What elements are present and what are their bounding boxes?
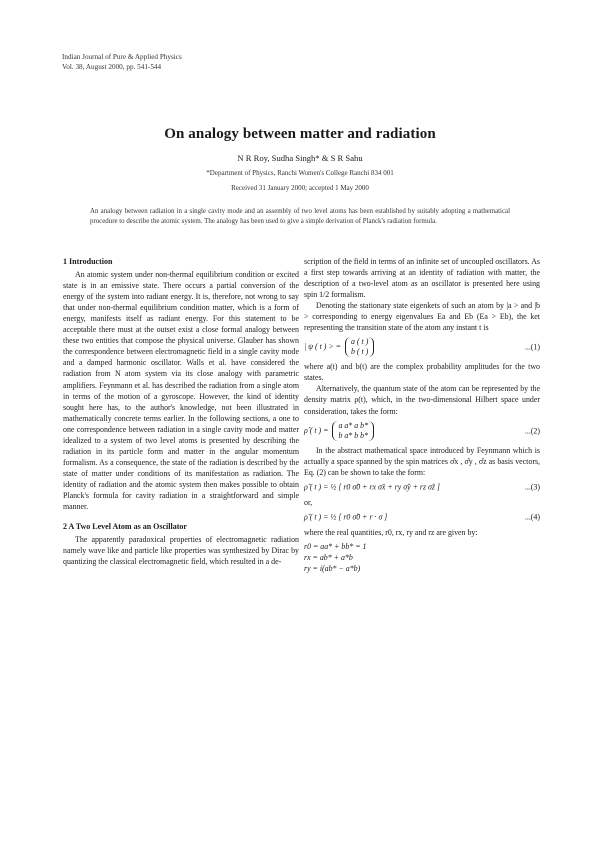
eq3-number: ...(3): [524, 482, 540, 492]
eq1-row1: a ( t ): [351, 337, 369, 347]
eq2-matrix: [332, 421, 374, 441]
eq4-body: ρ̂ ( t ) = ½ [ r0 σ̂0 + r · σ ]: [304, 512, 388, 522]
definitions: [304, 541, 540, 574]
eq3-body: ρ̂ ( t ) = ½ [ r0 σ̂0 + rx σ̂x + ry σ̂y + rz σ̂z ]: [304, 482, 440, 492]
paragraph-real-quantities: where the real quantities, r0, rx, ry and rz are given by:: [304, 527, 478, 537]
journal-header: [62, 52, 182, 72]
definition-r0: r0 = aa* + bb* = 1: [304, 541, 367, 551]
eq2-row2: b a* b b*: [338, 430, 369, 440]
eq1-row2: b ( t ): [351, 347, 369, 357]
introduction-paragraph: An atomic system under non-thermal equilibrium condition or excited state is in an emissive state. There occurs a partial conversion of the energy of the system into radiant energy. It is, therefore, not wrong to say that under non-thermal equilibrium condition matter, which is a form of energy, manifests itself as radiant energy. For this statement to be acceptable there must at the outset exist a close formal analogy between these two entities that compose the physical universe. Glauber has shown the correspondence between electromagnetic field in a single cavity mode and a damped harmonic oscillator. Walls et al. have considered the radiation from N atom system via its close analogy with parametric amplifiers. Feynmann et al. has described the radiation from a single atom in terms of the motion of a gyroscope. However, the kind of identity sought here has, to the author's knowledge, not been illustrated in mathematically concrete terms earlier. In the following sections, a one to one correspondence between radiation in a single cavity mode and matter idealized to a system of two level atoms is presented by describing the radiation in its particle form and matter in the angular momentum formalism. As a consequence, the state of the radiation is described by the state of matter under conditions of its manifestation as radiation. The identity of radiation and the atomic system then makes possible to obtain Planck's formula for cavity radiation in a straightforward and simple manner.: [63, 270, 299, 512]
right-column: [304, 256, 540, 574]
affiliation: *Department of Physics, Ranchi Women's College Ranchi 834 001: [206, 169, 394, 177]
received-date: Received 31 January 2000; accepted 1 May 2000: [231, 184, 369, 192]
paper-title: On analogy between matter and radiation: [164, 126, 436, 142]
paragraph-amplitudes: where a(t) and b(t) are the complex probability amplitudes for the two states.: [304, 362, 540, 383]
eq2-number: ...(2): [524, 426, 540, 436]
abstract: An analogy between radiation in a single cavity mode and an assembly of two level atoms has been established by suitably adopting a mathematical procedure to describe the atomic system. The analogy has been used to give a simple derivation of Planck's radiation formula.: [90, 208, 510, 225]
paragraph-eigenkets: Denoting the stationary state eigenkets of such an atom by |a > and |b > corresponding to energy eigenvalues Ea and Eb (Ea > Eb), the ket representing the transition state of the atom any instant t is: [304, 301, 540, 333]
eq1-number: ...(1): [524, 342, 540, 352]
definition-ry: ry = i(ab* − a*b): [304, 563, 361, 573]
left-column: [63, 256, 299, 567]
eq2-row1: a a* a b*: [338, 420, 369, 430]
paragraph-continued: scription of the field in terms of an infinite set of uncoupled oscillators. As a first step towards arriving at an identity of radiation with matter, the description of a two-level atom as an oscillator is presented here using spin 1/2 formalism.: [304, 257, 540, 300]
journal-name: Indian Journal of Pure & Applied Physics: [62, 53, 182, 61]
definition-rx: rx = ab* + a*b: [304, 552, 353, 562]
equation-3: [304, 481, 540, 494]
section2-paragraph: The apparently paradoxical properties of electromagnetic radiation namely wave like and particle like properties was synthesized by Dirac by quantizing the classical electromagnetic field, which resulted in a de-: [63, 535, 299, 567]
journal-volume: Vol. 38, August 2000, pp. 541-544: [62, 63, 162, 71]
section-heading-introduction: 1 Introduction: [63, 257, 113, 266]
paragraph-feynmann-space: In the abstract mathematical space introduced by Feynmann which is actually a space spanned by the spin matrices σ̂x , σ̂y , σ̂z as basis vectors, Eq. (2) can be shown to take the form:: [304, 445, 540, 477]
section-heading-two-level-atom: 2 A Two Level Atom as an Oscillator: [63, 522, 187, 532]
equation-1: [304, 336, 540, 358]
equation-2: [304, 420, 540, 442]
eq2-lhs: ρ̂ ( t ) =: [304, 425, 329, 435]
equation-4: [304, 511, 540, 524]
authors: N R Roy, Sudha Singh* & S R Sahu: [237, 153, 363, 163]
eq4-number: ...(4): [524, 512, 540, 522]
paragraph-density-matrix: Alternatively, the quantum state of the atom can be represented by the density matrix ρ(t), which, in the two-dimensional Hilbert space under consideration, takes the form:: [304, 384, 540, 416]
eq1-lhs: | ψ ( t ) > =: [304, 342, 342, 352]
eq1-matrix: [345, 337, 374, 357]
or-text: or,: [304, 497, 313, 507]
